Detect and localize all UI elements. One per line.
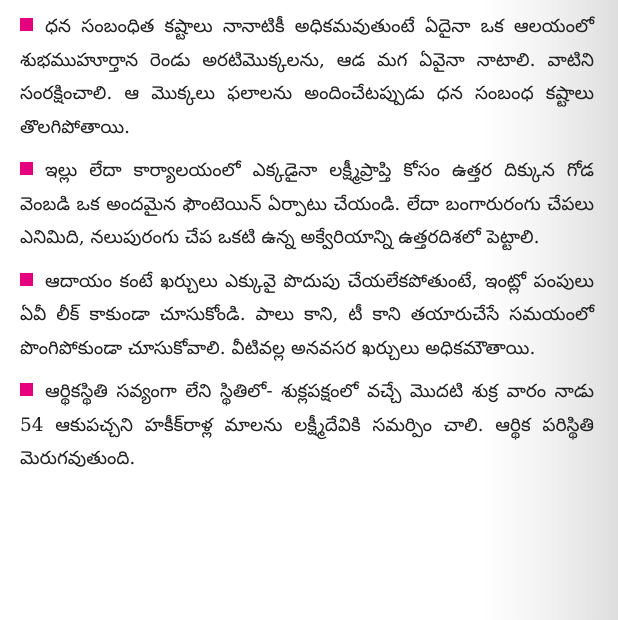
tip-paragraph — [20, 154, 594, 255]
square-bullet-icon — [20, 162, 33, 175]
tip-text: ధన సంబంధిత కష్టాలు నానాటికీ అధికమవుతుంటే ఏదైనా ఒక ఆలయంలో శుభముహూర్తాన రెండు అరటిమొక్కలను, ఆడ మగ ఏవైనా నాటాలి. వాటిని సంరక్షించాలి. ఆ మొక్కలు ఫలాలను అందించేటప్పుడు ధన సంబంధ కష్టాలు తొలగిపోతాయి. — [20, 16, 594, 138]
tip-text: ఆర్థికస్థితి సవ్యంగా లేని స్థితిలో- శుక్లపక్షంలో వచ్చే మొదటి శుక్ర వారం నాడు 54 ఆకుపచ్చని హకీక్‌రాళ్ల మాలను లక్ష్మీదేవికి సమర్పిం చాలి. ఆర్థిక పరిస్థితి మెరుగవుతుంది. — [20, 381, 594, 469]
tip-text: ఆదాయం కంటే ఖర్చులు ఎక్కువై పొదుపు చేయలేకపోతుంటే, ఇంట్లో పంపులు ఏవీ లీక్ కాకుండా చూసుకోండి. పాలు కాని, టీ కాని తయారుచేసే సమయంలో పొంగిపోకుండా చూసుకోవాలి. వీటివల్ల అనవసర ఖర్చులు అధికమౌతాయి. — [20, 270, 594, 359]
square-bullet-icon — [20, 383, 33, 396]
tip-paragraph — [20, 375, 594, 476]
tip-paragraph — [20, 10, 594, 144]
tip-paragraph — [20, 265, 594, 366]
square-bullet-icon — [20, 18, 33, 31]
square-bullet-icon — [20, 273, 33, 286]
tip-text: ఇల్లు లేదా కార్యాలయంలో ఎక్కడైనా లక్ష్మీప్రాప్తి కోసం ఉత్తర దిక్కున గోడ వెంబడి ఒక అందమైన ఫౌంటెయిన్ ఏర్పాటు చేయండి. లేదా బంగారురంగు చేపలు ఎనిమిది, నలుపురంగు చేప ఒకటి ఉన్న అక్వేరియాన్ని ఉత్తరదిశలో పెట్టాలి. — [20, 160, 594, 248]
